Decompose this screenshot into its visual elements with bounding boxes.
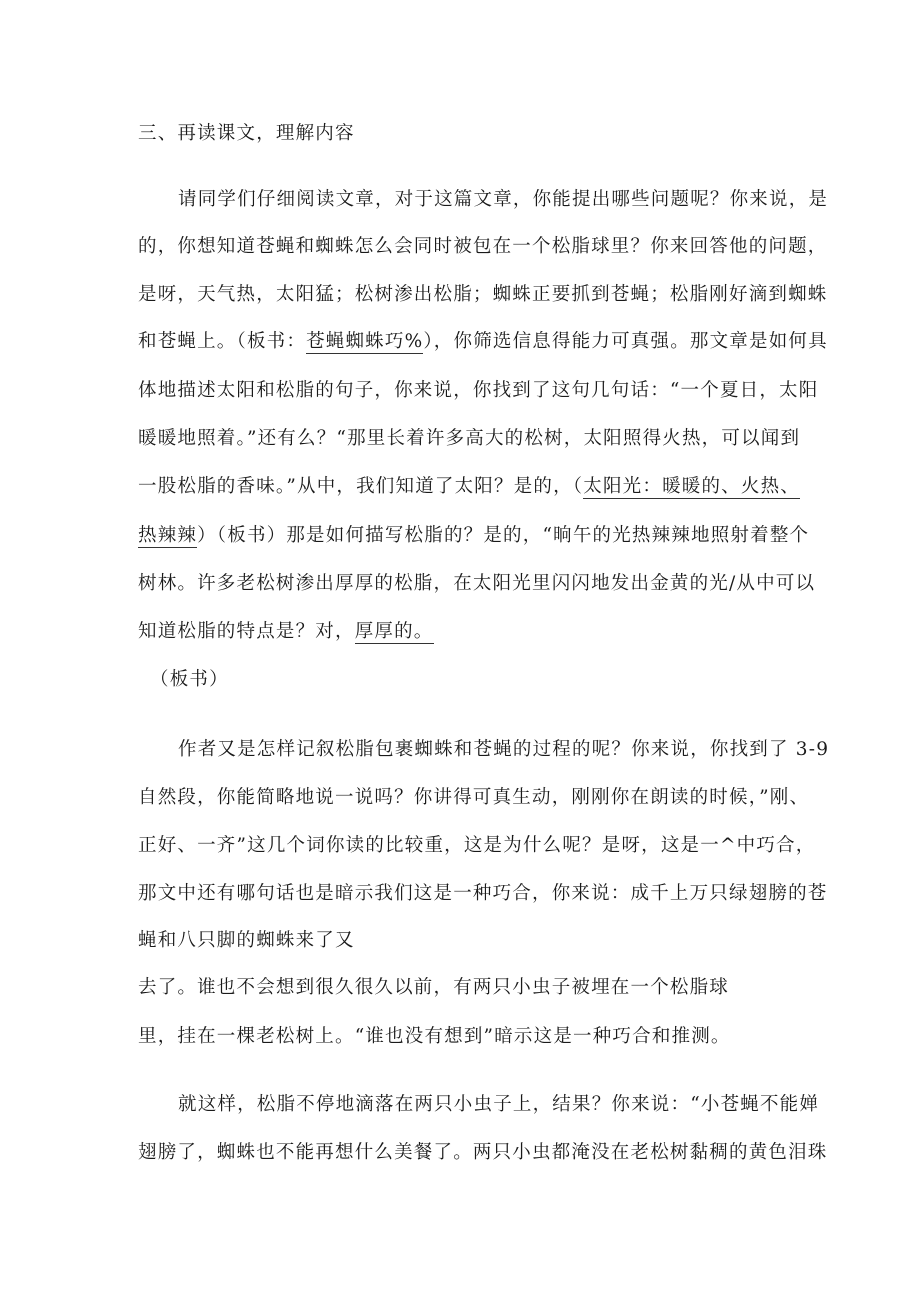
paragraph-line	[138, 475, 800, 499]
paragraph-line: 树林。许多老松树渗出厚厚的松脂，在太阳光里闪闪地发出金黄的光/从中可以	[138, 573, 816, 594]
underlined-board-note: 苍蝇蜘蛛巧%	[306, 331, 424, 352]
paragraph-line: 的，你想知道苍蝇和蜘蛛怎么会同时被包在一个松脂球里？你来回答他的问题，	[138, 236, 828, 257]
section-heading: 三、再读课文，理解内容	[138, 123, 355, 144]
text-span: ）（板书）那是如何描写松脂的？是的，“晌午的光热辣辣地照射着整个	[197, 525, 810, 546]
paragraph-line: 蝇和八只脚的蜘蛛来了又	[138, 930, 355, 951]
paragraph-line: 那文中还有哪句话也是暗示我们这是一种巧合，你来说：成千上万只绿翅膀的苍	[138, 883, 828, 904]
paragraph-line: 暖暖地照着。”还有么？“那里长着许多高大的松树，太阳照得火热，可以闻到	[138, 428, 801, 449]
text-span: 知道松脂的特点是？对，	[138, 621, 355, 642]
paragraph-line: 就这样，松脂不停地滴落在两只小虫子上，结果？你来说：“小苍蝇不能婵	[178, 1094, 820, 1115]
paragraph-line: 体地描述太阳和松脂的句子，你来说，你找到了这句几句话：“一个夏日，太阳	[138, 380, 819, 401]
paragraph-line: 是呀，天气热，太阳猛；松树渗出松脂；蜘蛛正要抓到苍蝇；松脂刚好滴到蜘蛛	[138, 284, 828, 305]
paragraph-line: 正好、一齐”这几个词你读的比较重，这是为什么呢？是呀，这是一^中巧合，	[138, 835, 816, 856]
underlined-board-note: 热辣辣	[138, 525, 198, 546]
paragraph-line: 请同学们仔细阅读文章，对于这篇文章，你能提出哪些问题呢？你来说，是	[178, 189, 829, 210]
paragraph-line: 去了。谁也不会想到很久很久以前，有两只小虫子被埋在一个松脂球	[138, 977, 730, 998]
paragraph-line: 里，挂在一棵老松树上。“谁也没有想到”暗示这是一种巧合和推测。	[138, 1026, 731, 1047]
text-span: ），你筛选信息得能力可真强。那文章是如何具	[423, 331, 828, 352]
paragraph-line	[138, 620, 434, 644]
text-span: 和苍蝇上。（板书：	[138, 331, 307, 352]
paragraph-line: 自然段，你能简略地说一说吗？你讲得可真生动，刚刚你在朗读的时候，”刚、	[138, 787, 810, 808]
text-span: 一股松脂的香味。”从中，我们知道了太阳？是的，（	[138, 476, 584, 497]
paragraph-line	[138, 524, 809, 548]
underlined-board-note: 厚厚的。	[354, 621, 434, 642]
paragraph-line	[138, 330, 828, 354]
paragraph-line: 翅膀了，蜘蛛也不能再想什么美餐了。两只小虫都淹没在老松树黏稠的黄色泪珠	[138, 1142, 828, 1163]
board-note-label: （板书）	[150, 669, 229, 690]
paragraph-line: 作者又是怎样记叙松脂包裹蜘蛛和苍蝇的过程的呢？你来说，你找到了 3-9	[178, 739, 830, 760]
underlined-board-note: 太阳光：暖暖的、火热、	[583, 476, 800, 497]
